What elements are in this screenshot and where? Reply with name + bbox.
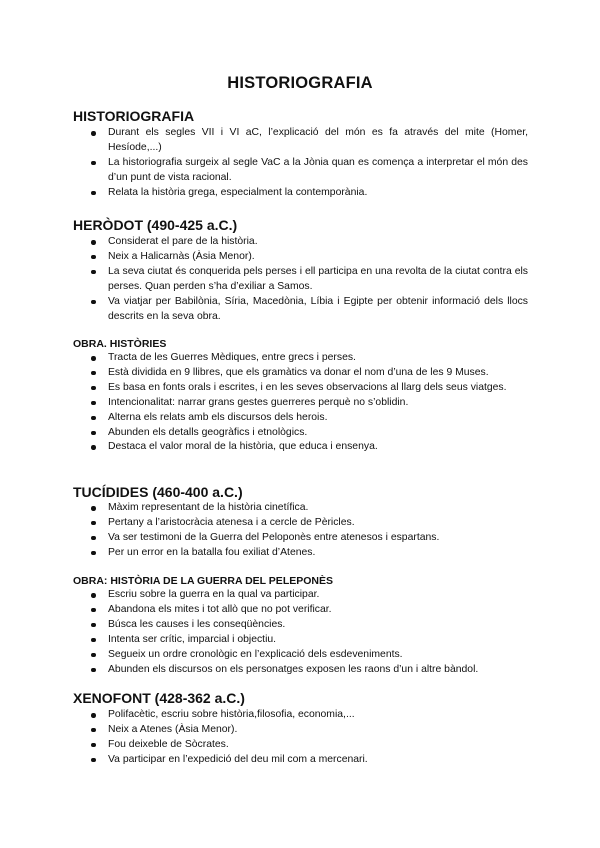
list-item: Segueix un ordre cronològic en l’explicació dels esdeveniments. bbox=[0, 648, 528, 663]
list-item: Relata la història grega, especialment la contemporània. bbox=[0, 186, 528, 201]
bullet-list bbox=[0, 588, 600, 677]
list-item: Abunden els discursos on els personatges exposen les raons d’un i altre bàndol. bbox=[0, 663, 528, 678]
list-item: Es basa en fonts orals i escrites, i en les seves observacions al llarg dels seus viatges. bbox=[0, 381, 528, 396]
section-heading: HISTORIOGRAFIA bbox=[73, 108, 195, 124]
list-item: Està dividida en 9 llibres, que els gramàtics va donar el nom d’una de les 9 Muses. bbox=[0, 366, 528, 381]
list-item: Intencionalitat: narrar grans gestes guerreres perquè no s’oblidin. bbox=[0, 396, 528, 411]
list-item: Durant els segles VII i VI aC, l’explicació del món es fa através del mite (Homer, Hesíode,...) bbox=[0, 126, 528, 156]
list-item: Fou deixeble de Sòcrates. bbox=[0, 738, 528, 753]
subsection-heading: OBRA. HISTÒRIES bbox=[73, 338, 167, 350]
list-item: Pertany a l’aristocràcia atenesa i a cercle de Pèricles. bbox=[0, 516, 528, 531]
list-item: La historiografia surgeix al segle VaC a la Jònia quan es comença a interpretar el món des d’un punt de vista racional. bbox=[0, 156, 528, 186]
section-heading: XENOFONT (428-362 a.C.) bbox=[73, 690, 245, 706]
list-item: Búsca les causes i les conseqüències. bbox=[0, 618, 528, 633]
bullet-list bbox=[0, 351, 600, 455]
list-item: Intenta ser crític, imparcial i objectiu. bbox=[0, 633, 528, 648]
list-item: Polifacètic, escriu sobre història,filosofia, economia,... bbox=[0, 708, 528, 723]
list-item: Neix a Halicarnàs (Àsia Menor). bbox=[0, 250, 528, 265]
bullet-list bbox=[0, 126, 600, 201]
list-item: Va ser testimoni de la Guerra del Peloponès entre atenesos i espartans. bbox=[0, 531, 528, 546]
list-item: Neix a Atenes (Àsia Menor). bbox=[0, 723, 528, 738]
subsection-heading: OBRA: HISTÒRIA DE LA GUERRA DEL PELEPONÈS bbox=[73, 575, 333, 587]
section-heading: TUCÍDIDES (460-400 a.C.) bbox=[73, 484, 243, 500]
list-item: Per un error en la batalla fou exiliat d’Atenes. bbox=[0, 546, 528, 561]
bullet-list bbox=[0, 501, 600, 561]
list-item: Escriu sobre la guerra en la qual va participar. bbox=[0, 588, 528, 603]
list-item: Abunden els detalls geogràfics i etnològics. bbox=[0, 426, 528, 441]
list-item: Va participar en l’expedició del deu mil com a mercenari. bbox=[0, 753, 528, 768]
section-heading: HERÒDOT (490-425 a.C.) bbox=[73, 217, 238, 233]
list-item: Tracta de les Guerres Mèdiques, entre grecs i perses. bbox=[0, 351, 528, 366]
list-item: Màxim representant de la història cinetífica. bbox=[0, 501, 528, 516]
bullet-list bbox=[0, 708, 600, 768]
list-item: La seva ciutat és conquerida pels perses i ell participa en una revolta de la ciutat contra els perses. Quan perden s’ha d’exiliar a Samos. bbox=[0, 265, 528, 295]
list-item: Alterna els relats amb els discursos dels herois. bbox=[0, 411, 528, 426]
list-item: Destaca el valor moral de la història, que educa i ensenya. bbox=[0, 440, 528, 455]
list-item: Va viatjar per Babilònia, Síria, Macedònia, Líbia i Egipte per obtenir informació dels llocs descrits en la seva obra. bbox=[0, 295, 528, 325]
list-item: Abandona els mites i tot allò que no pot verificar. bbox=[0, 603, 528, 618]
bullet-list bbox=[0, 235, 600, 324]
document-title: HISTORIOGRAFIA bbox=[227, 74, 373, 92]
list-item: Considerat el pare de la història. bbox=[0, 235, 528, 250]
